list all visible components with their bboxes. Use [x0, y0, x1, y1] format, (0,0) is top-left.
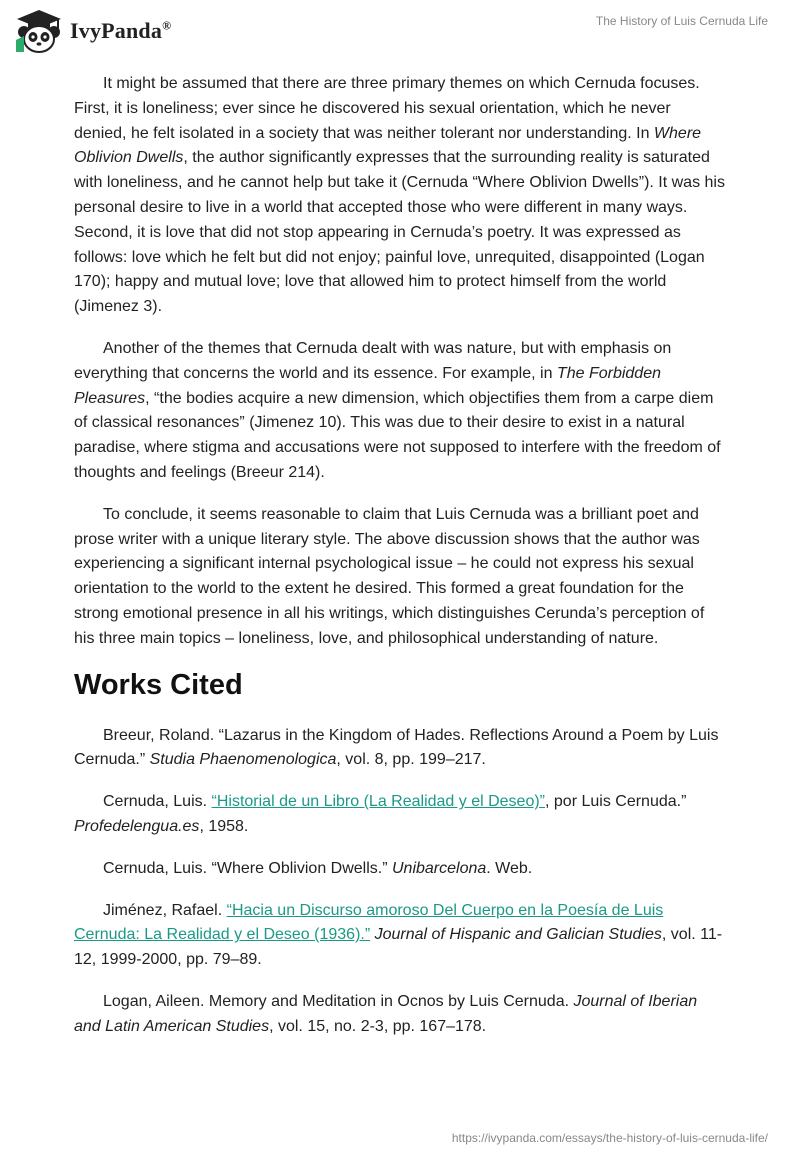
paragraph-themes: It might be assumed that there are three primary themes on which Cernuda focuses. First, it is loneliness; ever since he discovered his sexual orientation, which he never denied, he felt isolated in a society that was neither tolerant nor understanding. In Where Oblivion Dwells, the author significantly expresses that the surrounding reality is saturated with loneliness, and he cannot help but take it (Cernuda “Where Oblivion Dwells”). It was his personal desire to live in a world that accepted those who were different in many ways. Second, it is love that did not stop appearing in Cernuda’s poetry. It was expressed as follows: love which he felt but did not enjoy; painful love, unrequited, disappointed (Logan 170); happy and mutual love; love that allowed him to protect himself from the world (Jimenez 3).	[74, 75, 725, 316]
citation-cernuda-oblivion: Cernuda, Luis. “Where Oblivion Dwells.” Unibarcelona. Web.	[103, 859, 533, 877]
paragraph-conclusion: To conclude, it seems reasonable to claim that Luis Cernuda was a brilliant poet and prose writer with a unique literary style. The above discussion shows that the author was experiencing a significant internal psychological issue – he could not express his sexual orientation to the world to the extent he desired. This formed a great foundation for the strong emotional presence in all his writings, which distinguishes Cerunda’s perception of his three main topics – loneliness, love, and philosophical understanding of nature.	[74, 505, 705, 647]
essay-content	[74, 72, 726, 1057]
citation-cernuda-historial: Cernuda, Luis. “Historial de un Libro (La Realidad y el Deseo)”, por Luis Cernuda.” Profedelengua.es, 1958.	[74, 793, 687, 835]
footer-url[interactable]: https://ivypanda.com/essays/the-history-of-luis-cernuda-life/	[451, 1131, 768, 1145]
citation-jimenez: Jiménez, Rafael. “Hacia un Discurso amoroso Del Cuerpo en la Poesía de Luis Cernuda: La Realidad y el Deseo (1936).” Journal of Hispanic and Galician Studies, vol. 11-12, 1999-2000, pp. 79–89.	[74, 901, 723, 969]
ivypanda-logo[interactable]	[14, 8, 171, 54]
logo-text: IvyPanda®	[70, 18, 172, 43]
panda-graduate-icon	[14, 8, 64, 54]
document-title: The History of Luis Cernuda Life	[595, 14, 768, 28]
paragraph-nature: Another of the themes that Cernuda dealt with was nature, but with emphasis on everything that concerns the world and its essence. For example, in The Forbidden Pleasures, “the bodies acquire a new dimension, which objectifies them from a carpe diem of classical resonances” (Jimenez 10). This was due to their desire to exist in a natural paradise, where stigma and accusations were not supposed to interfere with the freedom of thoughts and feelings (Breeur 214).	[74, 339, 721, 481]
citation-breeur: Breeur, Roland. “Lazarus in the Kingdom of Hades. Reflections Around a Poem by Luis Cernuda.” Studia Phaenomenologica, vol. 8, pp. 199–217.	[74, 726, 719, 769]
works-cited-heading: Works Cited	[74, 668, 243, 701]
citation-link-hacia[interactable]: “Hacia un Discurso amoroso Del Cuerpo en la Poesía de Luis Cernuda: La Realidad y el Deseo (1936).”	[74, 901, 664, 944]
citation-link-historial[interactable]: “Historial de un Libro (La Realidad y el Deseo)”	[211, 793, 546, 811]
citation-logan: Logan, Aileen. Memory and Meditation in Ocnos by Luis Cernuda. Journal of Iberian and Latin American Studies, vol. 15, no. 2-3, pp. 167–178.	[74, 992, 698, 1035]
page-header	[0, 0, 800, 64]
